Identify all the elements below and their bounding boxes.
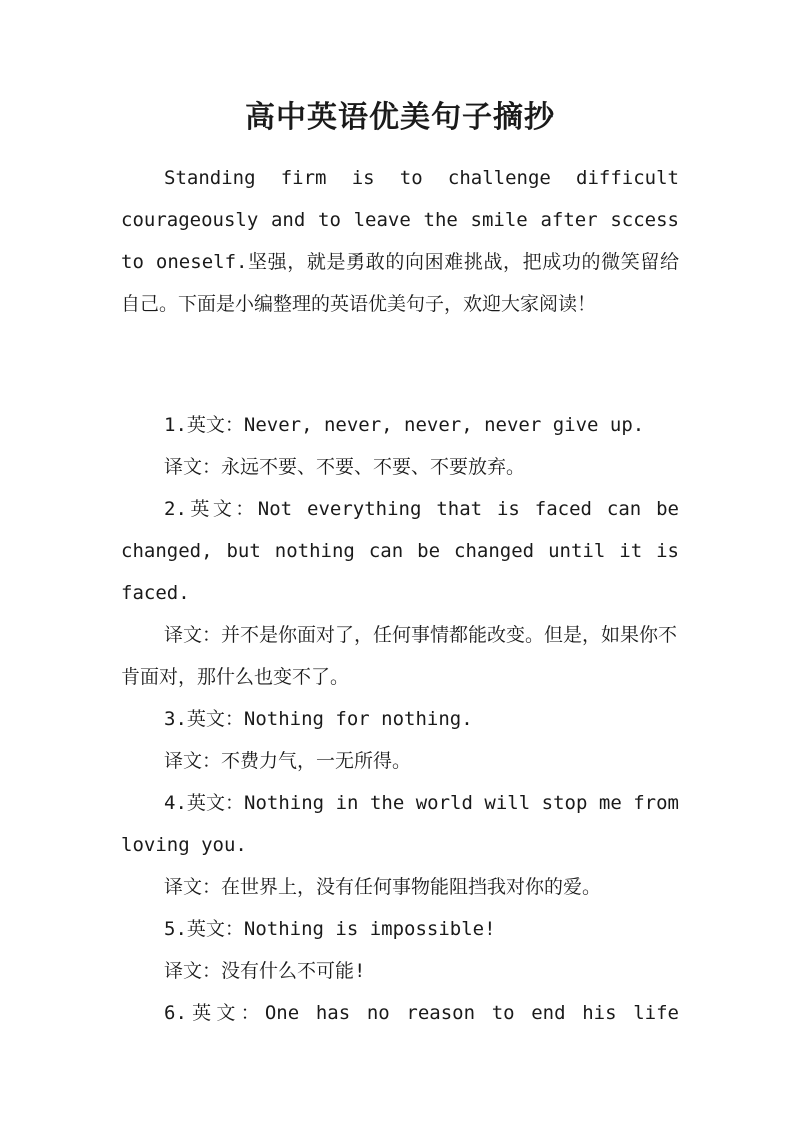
list-item [121,698,679,782]
chinese-translation: 译文：没有什么不可能! [164,960,366,982]
english-sentence: 1.英文：Never, never, never, never give up. [164,414,645,436]
english-sentence: 4.英文：Nothing in the world will stop me from loving you. [121,792,679,856]
list-item [121,782,679,908]
chinese-translation: 译文：在世界上，没有任何事物能阻挡我对你的爱。 [164,876,602,898]
english-sentence: 2.英文：Not everything that is faced can be changed, but nothing can be changed until it is faced. [121,498,679,604]
english-sentence: 5.英文：Nothing is impossible! [164,918,496,940]
list-item [121,488,679,698]
chinese-translation: 译文：不费力气，一无所得。 [164,750,412,772]
chinese-translation: 译文：并不是你面对了，任何事情都能改变。但是，如果你不肯面对，那什么也变不了。 [121,624,678,688]
intro-text: Standing firm is to challenge difficult courageously and to leave the smile after sccess to oneself.坚强，就是勇敢的向困难挑战，把成功的微笑留给自己。下面是小编整理的英语优美句子，欢迎大家阅读！ [121,167,679,315]
english-sentence: 3.英文：Nothing for nothing. [164,708,473,730]
intro-paragraph [121,157,679,325]
list-item [121,908,679,992]
list-item [121,404,679,488]
list-item [121,992,679,1034]
english-sentence: 6.英文：One has no reason to end his life [164,1002,679,1024]
page-title: 高中英语优美句子摘抄 [245,100,555,135]
sentence-list [121,404,679,1034]
chinese-translation: 译文：永远不要、不要、不要、不要放弃。 [164,456,526,478]
